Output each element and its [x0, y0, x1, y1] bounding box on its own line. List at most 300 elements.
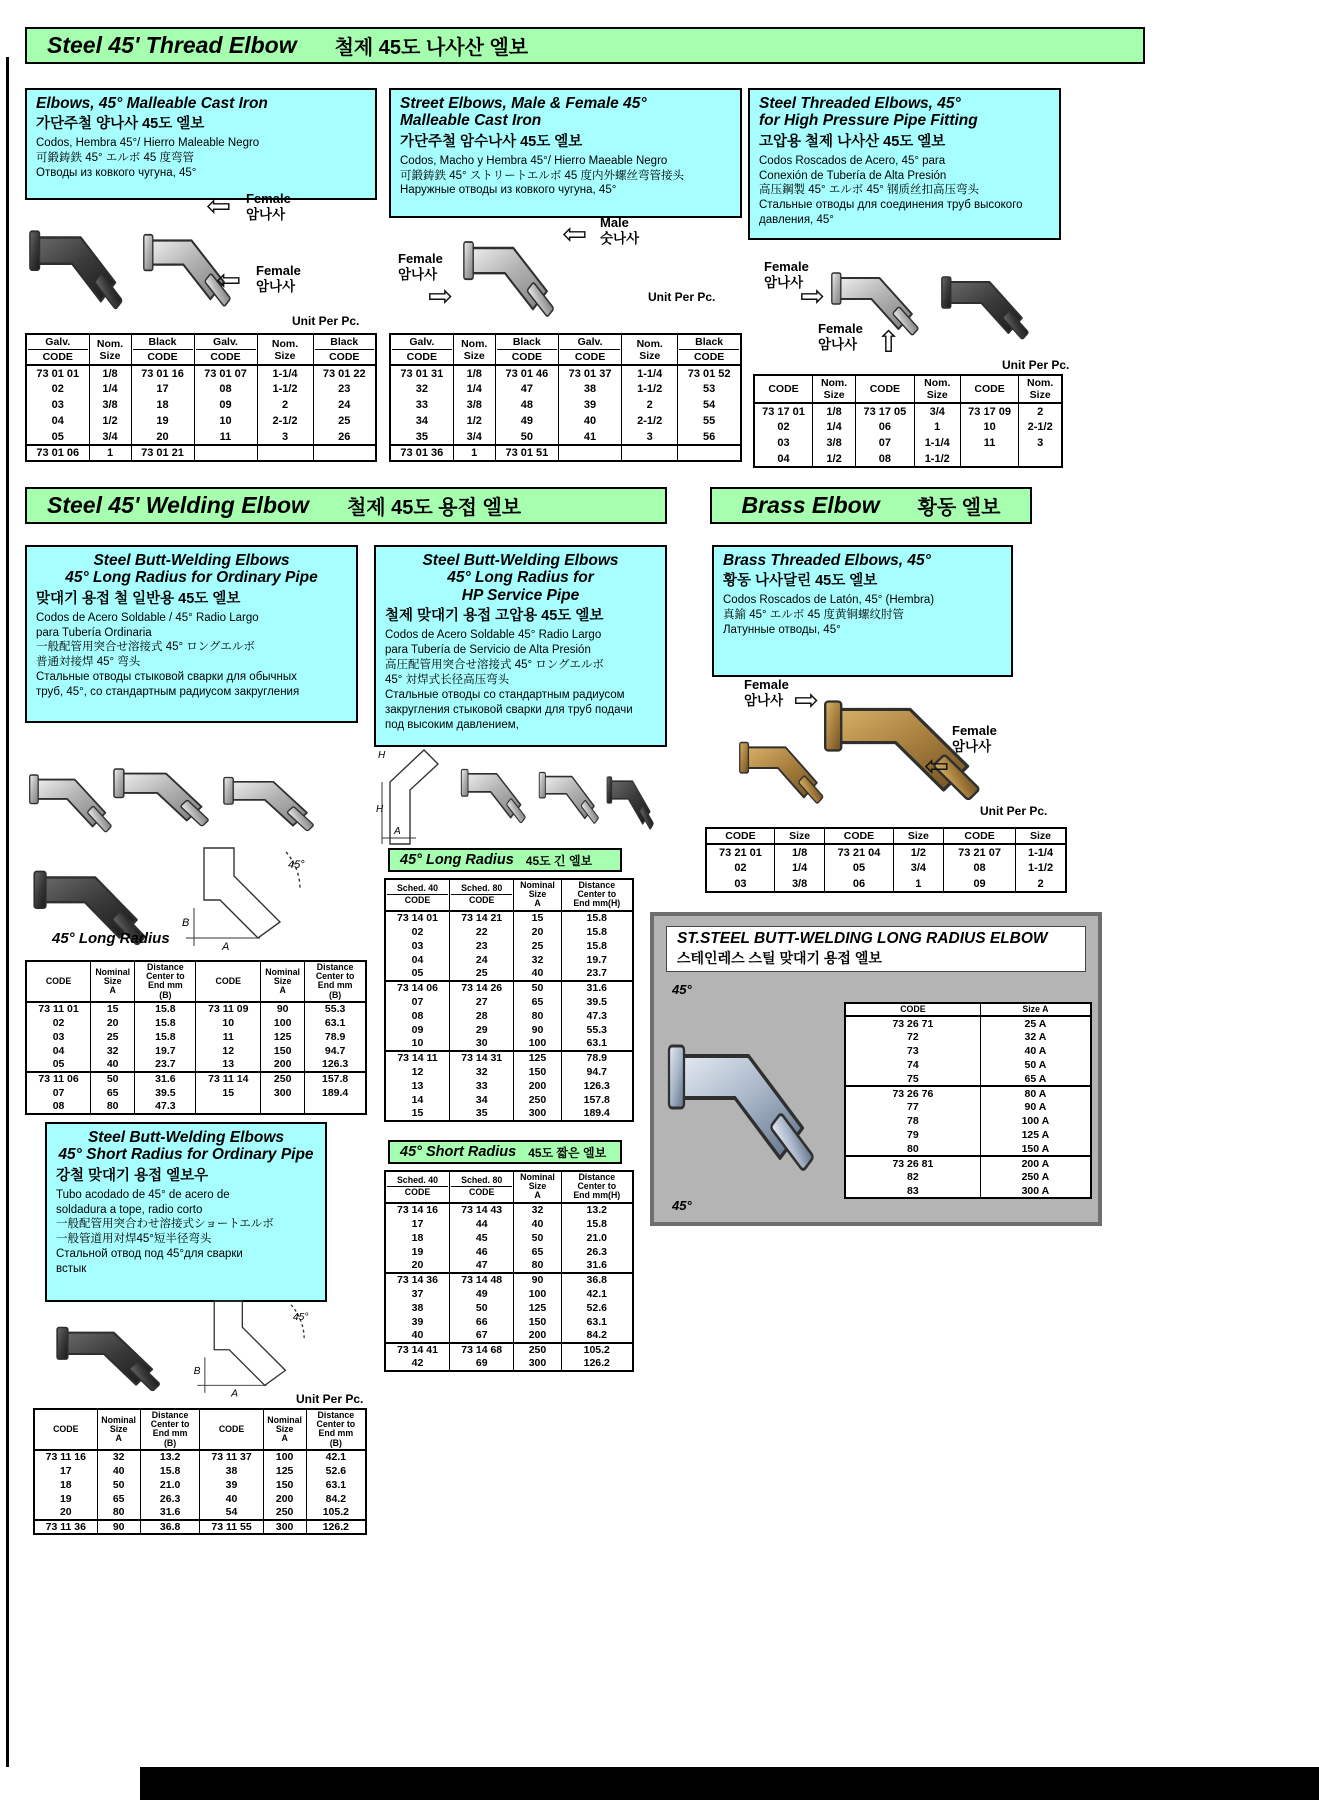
table-cell: 73 01 36 [390, 445, 453, 461]
product-desc: Стальные отводы со стандартным радиусом [385, 688, 625, 701]
table-row [385, 1343, 633, 1357]
table-cell: 19 [131, 413, 194, 429]
table-cell: 3 [622, 429, 678, 445]
table-cell: 03 [51, 399, 64, 412]
table-cell: 73 01 52 [678, 365, 741, 381]
product-desc: para Tubería de Servicio de Alta Presión [385, 643, 591, 656]
table-cell: 73 14 11 [385, 1051, 449, 1065]
table-cell: 77 [907, 1101, 919, 1114]
dim-b-label: B [193, 1366, 201, 1378]
column-header: Size [1016, 828, 1066, 844]
column-header: CODE [26, 961, 91, 1002]
angle-label: 45° [672, 1198, 692, 1213]
table-cell: 1/8 [453, 365, 495, 381]
column-header: CODE [825, 828, 893, 844]
unit-per-pc-label: Unit Per Pc. [648, 290, 716, 304]
table-cell: 34 [415, 415, 428, 428]
table-cell: 1-1/2 [257, 381, 313, 397]
table-row [385, 1093, 633, 1107]
table-cell: 36.8 [140, 1520, 200, 1534]
table-cell: 07 [856, 435, 915, 451]
table-cell: 32 [91, 1044, 135, 1058]
table-cell: 31.6 [561, 981, 633, 995]
table-cell: 2-1/2 [257, 413, 313, 429]
table-cell: 65 A [980, 1072, 1091, 1086]
elbow-dimension-diagram [176, 838, 334, 954]
table-cell: 19 [59, 1492, 72, 1505]
arrow-right-icon [800, 282, 825, 312]
table-cell: 73 01 51 [495, 445, 558, 461]
table-cell: 80 [514, 1009, 561, 1023]
table-cell: 73 26 76 [845, 1086, 980, 1100]
female-label-kr: 암나사 [952, 738, 992, 754]
table-cell: 11 [194, 429, 257, 445]
table-cell: 02 [52, 1016, 65, 1029]
arrow-left-icon [562, 220, 587, 250]
table-cell: 15.8 [135, 1016, 196, 1030]
female-label-kr: 암나사 [818, 336, 858, 352]
short-radius-sublabel [388, 1140, 622, 1164]
table-row [385, 1023, 633, 1037]
table-row [845, 1184, 1091, 1198]
table-cell: 157.8 [305, 1072, 366, 1086]
table-cell: 73 14 26 [449, 981, 513, 995]
table-cell: 73 14 36 [385, 1273, 449, 1287]
table-row [385, 925, 633, 939]
table-row [845, 1044, 1091, 1058]
table-row [26, 365, 376, 381]
table-cell: 300 [514, 1107, 561, 1121]
table-cell: 50 [514, 981, 561, 995]
table-cell: 15.8 [561, 939, 633, 953]
product-desc: 可鍛鋳鉄 45° エルボ 45 度弯管 [36, 152, 194, 165]
hp-short-radius-table [384, 1170, 634, 1372]
table-cell: 200 [514, 1329, 561, 1343]
product-desc: 一般配管用突合わせ溶接式ショートエルボ [56, 1218, 274, 1231]
table-cell: 300 [263, 1520, 306, 1534]
product-title-kr: 가단주철 양나사 45도 엘보 [36, 116, 205, 133]
table-cell: 126.2 [561, 1357, 633, 1371]
table-cell: 1/4 [453, 381, 495, 397]
column-header: Distance Center to End mm(H) [561, 1171, 633, 1203]
table-cell: 150 [261, 1044, 305, 1058]
table-cell: 250 [514, 1343, 561, 1357]
table-cell: 100 [263, 1450, 306, 1464]
table-row [845, 1100, 1091, 1114]
scan-artifact-bar [140, 1767, 1319, 1800]
table-cell: 1 [914, 419, 960, 435]
product-title-kr: 가단주철 암수나사 45도 엘보 [400, 133, 583, 150]
product-desc: 一般管道用对焊45°短半径弯头 [56, 1233, 212, 1246]
table-cell: 10 [960, 419, 1019, 435]
table-cell: 15 [91, 1002, 135, 1016]
table-cell: 125 A [980, 1128, 1091, 1142]
product-desc: Codos Roscados de Latón, 45° (Hembra) [723, 594, 935, 607]
product-desc: Стальные отводы стыковой сварки для обычных [36, 671, 297, 684]
table-cell: 53 [678, 381, 741, 397]
butt-welding-long-radius-info-box [25, 545, 358, 723]
table-cell: 126.3 [305, 1058, 366, 1072]
table-cell: 1/2 [893, 844, 943, 860]
table-row [385, 1329, 633, 1343]
table-cell: 19.7 [135, 1044, 196, 1058]
table-row [34, 1450, 366, 1464]
table-cell: 73 26 81 [845, 1156, 980, 1170]
table-cell: 14 [411, 1093, 424, 1106]
table-cell: 100 [514, 1037, 561, 1051]
banner-title-kr: 철제 45도 나사산 엘보 [334, 37, 529, 59]
table-cell: 42 [411, 1357, 424, 1370]
table-cell: 24 [449, 953, 513, 967]
female-label-kr: 암나사 [398, 266, 438, 282]
table-cell: 08 [411, 1009, 424, 1022]
column-header: Sched. 80 CODE [449, 879, 513, 911]
table-cell: 13 [196, 1058, 261, 1072]
table-cell: 300 A [980, 1184, 1091, 1198]
column-header: CODE [856, 375, 915, 403]
unit-per-pc-label: Unit Per Pc. [980, 804, 1048, 818]
table-cell: 47 [495, 381, 558, 397]
table-cell: 73 01 22 [313, 365, 376, 381]
table-cell: 42.1 [306, 1450, 366, 1464]
threaded-hp-info-box [748, 88, 1061, 240]
table-cell: 17 [131, 381, 194, 397]
table-row [26, 1072, 366, 1086]
table-cell: 73 14 41 [385, 1343, 449, 1357]
unit-per-pc-label: Unit Per Pc. [292, 314, 360, 328]
sublabel-en: 45° Short Radius [400, 1144, 517, 1160]
table-row [845, 1170, 1091, 1184]
product-subtitle: Malleable Cast Iron [400, 112, 542, 130]
table-cell: 38 [558, 381, 621, 397]
table-cell: 08 [944, 860, 1016, 876]
table-cell: 63.1 [306, 1478, 366, 1492]
table-cell: 80 A [980, 1086, 1091, 1100]
table-cell: 20 [514, 925, 561, 939]
table-row [385, 1203, 633, 1217]
table-cell: 10 [196, 1016, 261, 1030]
column-header: Nom. Size [1019, 375, 1062, 403]
hp-elbow-photo [538, 752, 612, 834]
table-cell: 100 A [980, 1114, 1091, 1128]
table-cell: 100 [514, 1287, 561, 1301]
table-cell: 1 [453, 445, 495, 461]
table-cell: 40 [514, 1217, 561, 1231]
table-cell: 73 14 68 [449, 1343, 513, 1357]
product-desc: 可鍛鋳鉄 45° ストリートエルボ 45 度内外螺丝弯管接头 [400, 169, 684, 182]
table-cell: 15 [196, 1086, 261, 1100]
table-cell: 34 [449, 1093, 513, 1107]
hp-long-radius-table [384, 878, 634, 1122]
table-cell: 32 [449, 1065, 513, 1079]
table-row [385, 1273, 633, 1287]
female-label-en: Female [744, 677, 789, 692]
table-cell: 125 [261, 1030, 305, 1044]
product-desc: para Tubería Ordinaria [36, 626, 152, 639]
female-label-kr: 암나사 [246, 206, 286, 222]
table-cell [257, 445, 313, 461]
table-cell: 05 [52, 1058, 65, 1071]
table-cell: 32 [415, 383, 428, 396]
table-cell: 73 14 31 [449, 1051, 513, 1065]
table-cell: 09 [411, 1023, 424, 1036]
product-subtitle: 45° Long Radius for Ordinary Pipe [65, 569, 318, 587]
table-row [385, 911, 633, 925]
table-row [390, 381, 741, 397]
table-header-row [754, 375, 1062, 403]
dim-a-label: A [222, 941, 230, 953]
column-header: Distance Center to End mm (B) [140, 1409, 200, 1450]
table-cell: 32 [514, 1203, 561, 1217]
table-cell: 63.1 [561, 1315, 633, 1329]
column-header: Nom. Size [914, 375, 960, 403]
table-cell: 1-1/4 [1016, 844, 1066, 860]
table-cell: 25 [449, 967, 513, 981]
table-cell: 54 [200, 1506, 263, 1520]
table-cell: 15.8 [140, 1464, 200, 1478]
table-header-row [390, 334, 741, 365]
unit-per-pc-label: Unit Per Pc. [296, 1392, 364, 1406]
table-cell: 94.7 [561, 1065, 633, 1079]
column-header: Galv. CODE [390, 334, 453, 365]
table-cell: 38 [200, 1464, 263, 1478]
table-cell: 1/4 [774, 860, 824, 876]
table-cell: 66 [449, 1315, 513, 1329]
table-cell: 150 A [980, 1142, 1091, 1156]
table-cell: 25 [91, 1030, 135, 1044]
table-cell: 90 [261, 1002, 305, 1016]
table-row [754, 451, 1062, 467]
female-label-kr: 암나사 [256, 278, 296, 294]
product-subtitle: 45° Short Radius for Ordinary Pipe [58, 1146, 314, 1164]
column-header: Black CODE [678, 334, 741, 365]
table-cell [313, 445, 376, 461]
table-row [385, 981, 633, 995]
table-cell: 1-1/4 [257, 365, 313, 381]
table-cell: 83 [907, 1184, 919, 1197]
dim-h-label: H [376, 804, 384, 815]
table-cell: 50 [449, 1301, 513, 1315]
table-row [385, 1357, 633, 1371]
table-cell: 23.7 [561, 967, 633, 981]
table-cell: 26.3 [140, 1492, 200, 1506]
table-row [385, 1287, 633, 1301]
table-row [385, 939, 633, 953]
table-cell: 2-1/2 [1019, 419, 1062, 435]
product-desc: 45° 対焊式长径高压弯头 [385, 673, 510, 686]
table-cell: 1/2 [813, 451, 856, 467]
butt-welding-hp-info-box [374, 545, 667, 747]
table-row [34, 1478, 366, 1492]
table-cell: 65 [97, 1492, 140, 1506]
column-header: Nom. Size [813, 375, 856, 403]
table-row [26, 445, 376, 461]
table-cell: 105.2 [306, 1506, 366, 1520]
table-row [385, 1259, 633, 1273]
table-cell: 3/4 [453, 429, 495, 445]
table-header-row [26, 961, 366, 1002]
table-cell: 09 [194, 397, 257, 413]
table-cell: 13.2 [561, 1203, 633, 1217]
table-cell: 84.2 [561, 1329, 633, 1343]
table-row [754, 403, 1062, 419]
table-cell: 04 [52, 1044, 65, 1057]
table-cell: 90 [514, 1273, 561, 1287]
table-cell: 13 [411, 1079, 424, 1092]
short-radius-elbow-photo [55, 1302, 183, 1404]
table-cell: 32 A [980, 1030, 1091, 1044]
table-cell: 1-1/4 [622, 365, 678, 381]
column-header: Distance Center to End mm(H) [561, 879, 633, 911]
table-cell: 90 [97, 1520, 140, 1534]
table-cell: 80 [514, 1259, 561, 1273]
table-cell: 94.7 [305, 1044, 366, 1058]
table-cell: 10 [411, 1037, 424, 1050]
table-cell: 23 [313, 381, 376, 397]
table-row [754, 419, 1062, 435]
table-cell: 39.5 [561, 995, 633, 1009]
sublabel-kr: 45도 짧은 엘보 [528, 1145, 607, 1160]
male-label-kr: 숫나사 [600, 230, 640, 246]
table-cell [558, 445, 621, 461]
table-row [385, 1065, 633, 1079]
table-cell: 05 [825, 860, 893, 876]
table-cell: 157.8 [561, 1093, 633, 1107]
female-label [952, 724, 997, 754]
column-header: Size [774, 828, 824, 844]
dim-b-label: B [182, 917, 190, 929]
product-title: Brass Threaded Elbows, 45° [723, 552, 931, 569]
table-header-row [845, 1003, 1091, 1016]
table-cell: 2 [1019, 403, 1062, 419]
table-row [845, 1030, 1091, 1044]
table-cell: 73 17 05 [856, 403, 915, 419]
table-cell: 12 [411, 1065, 424, 1078]
table-cell: 23 [449, 939, 513, 953]
table-cell: 17 [411, 1217, 424, 1230]
table-cell [960, 451, 1019, 467]
banner-title-en: Steel 45' Welding Elbow [47, 492, 309, 518]
table-row [845, 1114, 1091, 1128]
table-cell: 15.8 [135, 1002, 196, 1016]
table-cell: 21.0 [140, 1478, 200, 1492]
table-cell [1019, 451, 1062, 467]
female-label-en: Female [246, 191, 291, 206]
column-header: CODE [960, 375, 1019, 403]
brass-elbow-table [705, 827, 1067, 893]
malleable-info-box [25, 88, 377, 200]
table-cell: 15.8 [561, 911, 633, 925]
table-cell: 1/4 [813, 419, 856, 435]
product-title: Steel Threaded Elbows, 45° [759, 95, 961, 112]
table-cell: 73 26 71 [892, 1017, 934, 1030]
table-cell: 04 [411, 953, 424, 966]
column-header: Nominal Size A [97, 1409, 140, 1450]
table-cell: 1/8 [774, 844, 824, 860]
malleable-elbow-table [25, 333, 377, 462]
table-row [385, 953, 633, 967]
column-header: Nom. Size [89, 334, 131, 365]
unit-per-pc-label: Unit Per Pc. [1002, 358, 1070, 372]
section-banner-thread-elbow [25, 27, 1145, 64]
table-cell: 3/8 [774, 876, 824, 892]
product-title: Steel Butt-Welding Elbows [93, 552, 290, 569]
female-label-en: Female [256, 263, 301, 278]
product-subtitle: 45° Long Radius for [447, 569, 594, 587]
table-row [26, 413, 376, 429]
threaded-elbow-photo-black [940, 252, 1048, 352]
table-cell: 48 [495, 397, 558, 413]
female-label [818, 322, 863, 352]
table-cell: 73 21 07 [944, 844, 1016, 860]
table-row [390, 413, 741, 429]
column-header: CODE [196, 961, 261, 1002]
product-title: Street Elbows, Male & Female 45° [400, 95, 647, 112]
table-cell: 73 11 14 [196, 1072, 261, 1086]
table-row [26, 1100, 366, 1114]
product-desc: Tubo acodado de 45° de acero de [56, 1188, 230, 1201]
table-cell: 31.6 [135, 1072, 196, 1086]
table-row [26, 429, 376, 445]
female-label-kr: 암나사 [764, 274, 804, 290]
table-cell: 3/8 [89, 397, 131, 413]
stainless-elbow-table [844, 1002, 1092, 1199]
table-cell: 52.6 [306, 1464, 366, 1478]
table-row [34, 1506, 366, 1520]
table-cell [196, 1100, 261, 1114]
table-cell: 04 [51, 415, 64, 428]
table-cell: 73 14 16 [397, 1204, 438, 1217]
table-cell: 35 [415, 430, 428, 443]
product-desc: встык [56, 1263, 87, 1276]
angle-label: 45° [672, 982, 692, 997]
table-cell: 73 01 31 [400, 367, 444, 380]
table-row [845, 1156, 1091, 1170]
table-cell: 250 [514, 1093, 561, 1107]
table-cell: 2-1/2 [622, 413, 678, 429]
table-cell: 50 [97, 1478, 140, 1492]
table-cell: 1-1/4 [914, 435, 960, 451]
table-cell: 3/4 [893, 860, 943, 876]
table-cell: 40 [200, 1492, 263, 1506]
table-cell: 73 14 01 [397, 912, 438, 925]
section-banner-welding-elbow [25, 487, 667, 524]
column-header: Size A [980, 1003, 1091, 1016]
table-cell [622, 445, 678, 461]
table-cell: 02 [777, 421, 790, 434]
page-edge-line [6, 57, 9, 1767]
table-cell: 12 [196, 1044, 261, 1058]
table-cell: 3/8 [453, 397, 495, 413]
table-row [390, 397, 741, 413]
table-cell: 47.3 [135, 1100, 196, 1114]
table-header-row [385, 1171, 633, 1203]
table-cell: 15.8 [561, 1217, 633, 1231]
table-cell: 73 17 01 [762, 405, 805, 418]
banner-title-en: Steel 45' Thread Elbow [47, 32, 297, 58]
table-cell: 39.5 [135, 1086, 196, 1100]
column-header: Sched. 80 CODE [449, 1171, 513, 1203]
table-cell: 200 [261, 1058, 305, 1072]
table-cell: 84.2 [306, 1492, 366, 1506]
table-cell: 39 [200, 1478, 263, 1492]
table-cell: 73 21 01 [719, 846, 762, 859]
hp-elbow-diagram [376, 742, 458, 848]
table-cell: 40 [411, 1329, 424, 1342]
table-cell: 126.3 [561, 1079, 633, 1093]
female-label-en: Female [764, 259, 809, 274]
product-desc: Стальные отводы для соединения труб высокого [759, 199, 1023, 212]
